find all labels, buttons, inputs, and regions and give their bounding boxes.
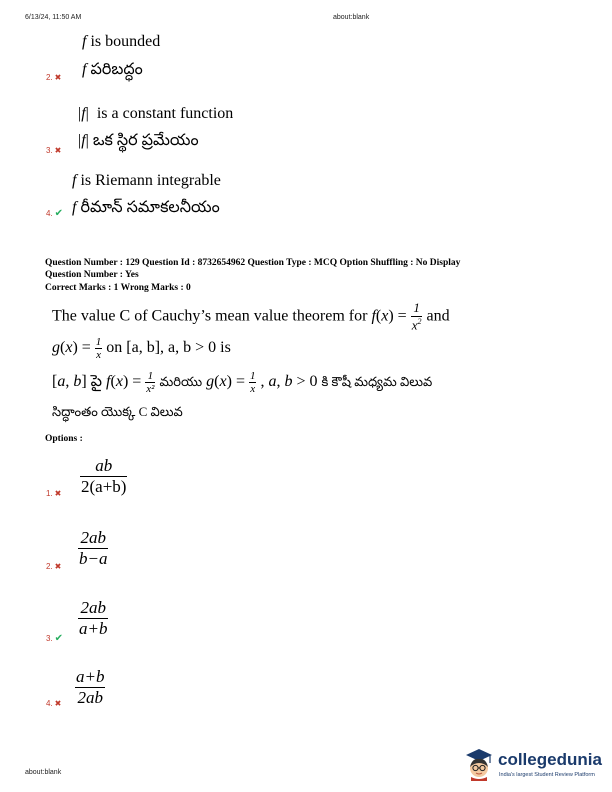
- wrong-icon: ✖: [54, 562, 62, 571]
- graduate-mascot-icon: [462, 747, 496, 781]
- question-meta-line3: Correct Marks : 1 Wrong Marks : 0: [45, 283, 191, 293]
- option-3-number: 3. ✔: [46, 633, 64, 644]
- option-1-number: 1. ✖: [46, 489, 62, 498]
- question-en-line2: g(x) = $\frac{1}{x}$ on [a, b], a, b > 0 is: [52, 336, 231, 361]
- prev-option-3-te: |f| ఒక స్థిర ప్రమేయం: [78, 132, 199, 149]
- correct-check-icon: ✔: [54, 208, 64, 219]
- prev-option-2-en: f is bounded: [82, 33, 161, 50]
- option-4-fraction: $\frac{a+b}{2ab}$: [76, 667, 105, 707]
- logo-tagline: India's largest Student Review Platform: [499, 772, 595, 778]
- logo-wordmark: collegedunia: [498, 750, 602, 769]
- collegedunia-logo: [462, 745, 610, 787]
- prev-option-3-number: 3. ✖: [46, 146, 62, 155]
- question-te-line1: [a, b] పై f(x) = $\frac{1}{\text{x²}}$ మరియు g(x) = $\frac{1}{x}$ , a, b > 0 కి కౌషీ మధ్యమ విలువ: [52, 370, 433, 395]
- prev-option-3-en: |f| is a constant function: [78, 105, 234, 122]
- question-te-line2: సిద్ధాంతం యొక్క C విలువ: [52, 404, 183, 419]
- wrong-icon: ✖: [54, 73, 62, 82]
- question-meta-line2: Question Number : Yes: [45, 270, 139, 280]
- correct-check-icon: ✔: [54, 633, 64, 644]
- print-datetime: 6/13/24, 11:50 AM: [25, 14, 82, 21]
- option-1-fraction: $\frac{ab}{2(a+b)}$: [81, 456, 127, 496]
- prev-option-2-number: 2. ✖: [46, 73, 62, 82]
- print-footer-url: about:blank: [25, 769, 62, 776]
- wrong-icon: ✖: [54, 489, 62, 498]
- options-label: Options :: [45, 434, 83, 444]
- question-meta-line1: Question Number : 129 Question Id : 8732654962 Question Type : MCQ Option Shuffling : No Display: [45, 258, 461, 268]
- question-en-line1: The value C of Cauchy’s mean value theorem for f(x) = $\frac{1}{x^2}$ and: [52, 300, 450, 333]
- wrong-icon: ✖: [54, 146, 62, 155]
- option-3-fraction: $\frac{2ab}{a+b}$: [79, 598, 108, 638]
- prev-option-2-te: f పరిబద్ధం: [82, 61, 143, 78]
- prev-option-4-en: f is Riemann integrable: [72, 172, 221, 189]
- prev-option-4-te: f రీమాన్ సమాకలనీయం: [72, 199, 220, 216]
- prev-option-4-number: 4. ✔: [46, 208, 64, 219]
- option-4-number: 4. ✖: [46, 699, 62, 708]
- option-2-number: 2. ✖: [46, 562, 62, 571]
- wrong-icon: ✖: [54, 699, 62, 708]
- option-2-fraction: $\frac{2ab}{b-a}$: [79, 528, 108, 568]
- print-page-title: about:blank: [333, 14, 370, 21]
